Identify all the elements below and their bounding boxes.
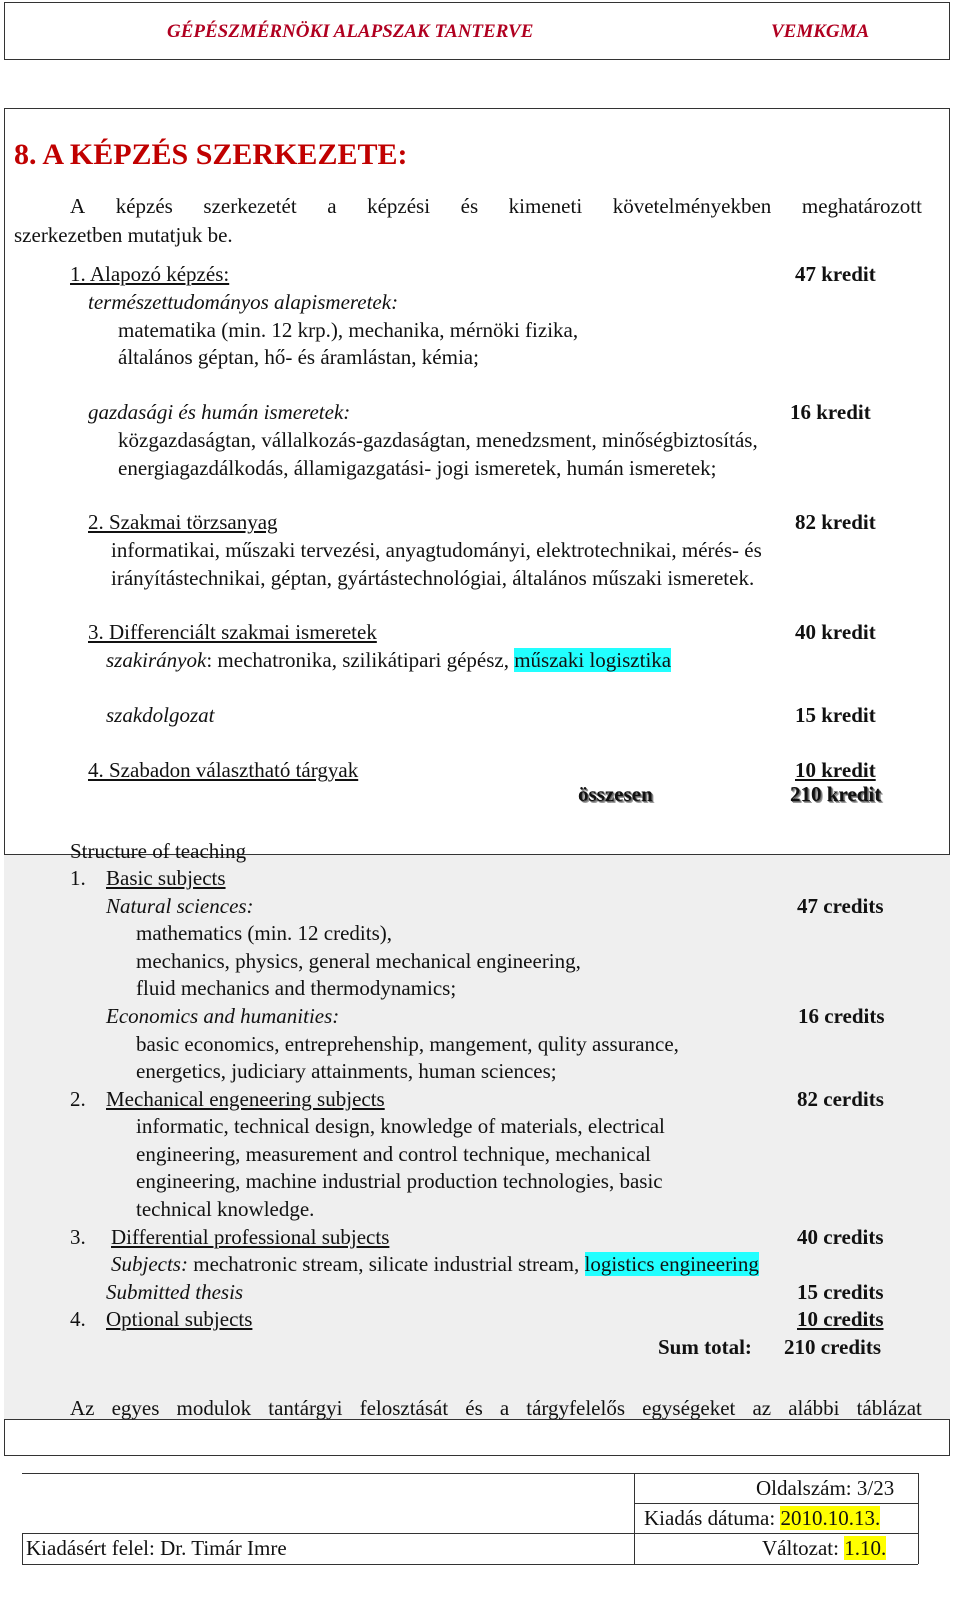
header-code: VEMKGMA [771, 21, 870, 42]
en-natural-heading: Natural sciences: [106, 894, 254, 918]
hu-thesis-credits: 15 kredit [795, 703, 876, 727]
hu-total-label: összesen [578, 782, 653, 806]
closing-line [70, 1396, 922, 1421]
en-natural-line-1: mathematics (min. 12 credits), [136, 921, 393, 945]
footer-date-label: Kiadás dátuma: [644, 1506, 776, 1530]
closing-word: a [499, 1396, 510, 1420]
closing-word: modulok [176, 1396, 252, 1420]
en-item4-title: Optional subjects [106, 1307, 253, 1331]
section-title: 8. A KÉPZÉS SZERKEZETE: [14, 138, 408, 171]
en-num-1: 1. [70, 866, 86, 890]
en-natural-line-3: fluid mechanics and thermodynamics; [136, 976, 457, 1000]
closing-word: tantárgyi [268, 1396, 343, 1420]
intro-word: és [460, 194, 479, 218]
intro-word: a [327, 194, 337, 218]
en-natural-credits: 47 credits [797, 894, 884, 918]
en-econ-line-1: basic economics, entreprehenship, mangement, qulity assurance, [136, 1032, 679, 1056]
footer-right-border [918, 1473, 919, 1564]
footer-version-label: Változat: [762, 1536, 839, 1560]
closing-word: egységeket [642, 1396, 736, 1420]
hu-econ-credits: 16 kredit [790, 400, 871, 424]
footer-date-value: 2010.10.13. [780, 1506, 881, 1530]
en-item3-credits: 40 credits [797, 1225, 884, 1249]
hu-item2-title: 2. Szakmai törzsanyag [88, 510, 278, 534]
hu-thesis-label: szakdolgozat [106, 703, 215, 727]
hu-natural-line-1: matematika (min. 12 krp.), mechanika, mérnöki fizika, [118, 318, 579, 342]
footer-bottom-rule [22, 1564, 918, 1565]
hu-spec-highlight: műszaki logisztika [514, 648, 672, 672]
footer-page-value: 3/23 [856, 1476, 895, 1500]
footer-version-value: 1.10. [844, 1536, 887, 1560]
header-title: GÉPÉSZMÉRNÖKI ALAPSZAK TANTERVE [167, 21, 534, 42]
hu-spec-text: : mechatronika, szilikátipari gépész, [206, 648, 515, 672]
page-header [4, 2, 950, 60]
en-econ-line-2: energetics, judiciary attainments, human sciences; [136, 1059, 557, 1083]
closing-word: táblázat [856, 1396, 922, 1420]
hu-item2-line-2: irányítástechnikai, géptan, gyártástechnológiai, általános műszaki ismeretek. [111, 566, 755, 590]
hu-item2-line-1: informatikai, műszaki tervezési, anyagtudományi, elektrotechnikai, mérés- és [111, 538, 762, 562]
footer-divider [634, 1473, 635, 1564]
en-heading: Structure of teaching [70, 839, 247, 863]
closing-word: felosztását [359, 1396, 449, 1420]
footer-date-row [644, 1506, 880, 1531]
hu-econ-heading: gazdasági és humán ismeretek: [88, 400, 351, 424]
en-item4-credits: 10 credits [797, 1307, 884, 1331]
hu-item3-title: 3. Differenciált szakmai ismeretek [88, 620, 377, 644]
hu-natural-heading: természettudományos alapismeretek: [88, 290, 399, 314]
hu-item3-credits: 40 kredit [795, 620, 876, 644]
hu-econ-line-2: energiagazdálkodás, államigazgatási- jogi ismeretek, humán ismeretek; [118, 456, 717, 480]
hu-econ-line-1: közgazdaságtan, vállalkozás-gazdaságtan, menedzsment, minőségbiztosítás, [118, 428, 758, 452]
en-subjects-text: mechatronic stream, silicate industrial stream, [187, 1252, 585, 1276]
hu-natural-line-2: általános géptan, hő- és áramlástan, kémia; [118, 345, 479, 369]
en-total-label: Sum total: [658, 1335, 752, 1359]
closing-word: egyes [111, 1396, 160, 1420]
footer-responsible-value: Dr. Timár Imre [160, 1536, 287, 1560]
footer-rule-2 [22, 1533, 918, 1534]
hu-item1-credits: 47 kredit [795, 262, 876, 286]
footer-responsible-label: Kiadásért felel: [26, 1536, 155, 1560]
hu-total-credits: 210 kredit [790, 782, 882, 806]
en-item3-subjects [111, 1252, 759, 1277]
intro-word: képzési [367, 194, 431, 218]
footer-version-row [762, 1536, 886, 1561]
intro-word: képzés [115, 194, 173, 218]
en-item1-title: Basic subjects [106, 866, 226, 890]
en-item2-title: Mechanical engeneering subjects [106, 1087, 385, 1111]
closing-word: tárgyfelelős [526, 1396, 626, 1420]
intro-line-1 [70, 194, 922, 219]
en-item2-line-3: engineering, machine industrial production technologies, basic [136, 1169, 663, 1193]
intro-line-2: szerkezetben mutatjuk be. [14, 223, 233, 247]
closing-word: alábbi [788, 1396, 840, 1420]
en-econ-credits: 16 credits [798, 1004, 885, 1028]
en-subjects-label: Subjects: [111, 1252, 188, 1276]
en-thesis-credits: 15 credits [797, 1280, 884, 1304]
hu-item4-title: 4. Szabadon választható tárgyak [88, 758, 359, 782]
hu-item2-credits: 82 kredit [795, 510, 876, 534]
intro-word: szerkezetét [203, 194, 297, 218]
en-item2-line-1: informatic, technical design, knowledge of materials, electrical [136, 1114, 665, 1138]
intro-word: követelményekben [612, 194, 772, 218]
en-natural-line-2: mechanics, physics, general mechanical engineering, [136, 949, 581, 973]
en-thesis-label: Submitted thesis [106, 1280, 244, 1304]
en-item2-line-4: technical knowledge. [136, 1197, 315, 1221]
en-num-3: 3. [70, 1225, 86, 1249]
en-item2-line-2: engineering, measurement and control technique, mechanical [136, 1142, 651, 1166]
intro-word: kimeneti [508, 194, 583, 218]
footer-top-rule [22, 1473, 918, 1474]
intro-word: meghatározott [801, 194, 922, 218]
intro-word: A [70, 194, 86, 218]
en-subjects-highlight: logistics engineering [584, 1252, 759, 1276]
hu-spec-label: szakirányok [106, 648, 207, 672]
footer-responsible-row [26, 1536, 287, 1561]
en-item3-title: Differential professional subjects [111, 1225, 390, 1249]
en-econ-heading: Economics and humanities: [106, 1004, 340, 1028]
footer-page-row [756, 1476, 894, 1501]
footer-page-label: Oldalszám: [756, 1476, 852, 1500]
closing-word: és [465, 1396, 483, 1420]
en-num-2: 2. [70, 1087, 86, 1111]
closing-word: Az [70, 1396, 95, 1420]
hu-item3-specializations [106, 648, 671, 673]
footer-rule-1 [634, 1503, 918, 1504]
en-item2-credits: 82 cerdits [797, 1087, 884, 1111]
hu-item1-title: 1. Alapozó képzés: [70, 262, 230, 286]
en-total-credits: 210 credits [784, 1335, 882, 1359]
closing-word: az [752, 1396, 772, 1420]
en-num-4: 4. [70, 1307, 86, 1331]
footer-left-border [22, 1533, 23, 1564]
hu-item4-credits: 10 kredit [795, 758, 876, 782]
